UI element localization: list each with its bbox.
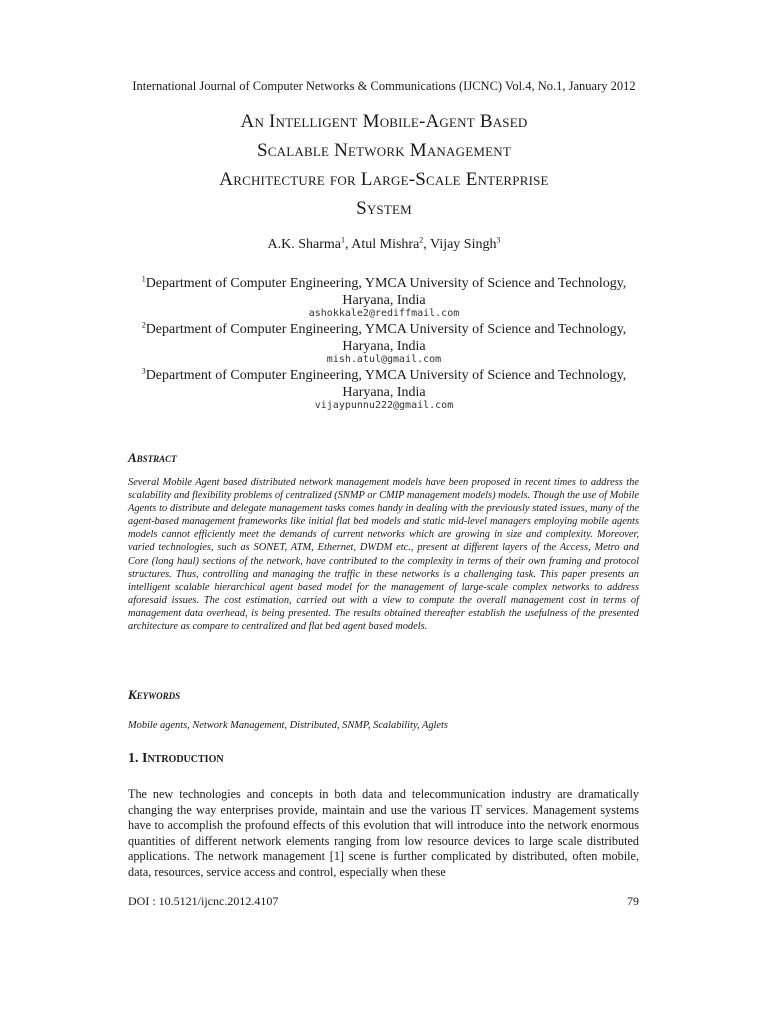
author-email[interactable]: vijaypunnu222@gmail.com xyxy=(314,400,454,411)
author-email[interactable]: mish.atul@gmail.com xyxy=(326,354,442,365)
author-name: A.K. Sharma xyxy=(267,237,341,252)
keywords-body: Mobile agents, Network Management, Distributed, SNMP, Scalability, Aglets xyxy=(128,720,448,731)
author-affil-marker: 1 xyxy=(341,235,345,245)
title-line: Architecture for Large-Scale Enterprise xyxy=(219,169,549,190)
introduction-body: The new technologies and concepts in both data and telecommunication industry are dramatically changing the way enterprises provide, maintain and use the various IT services. Management systems have to accomplish the profound effects of this evolution that will introduce into the network enormous quantities of different network elements ranging from low resource devices to large scale distributed applications. The network management [1] scene is further complicated by distributed, often mobile, data, resources, service access and control, especially when these xyxy=(128,787,639,879)
journal-header: International Journal of Computer Networks & Communications (IJCNC) Vol.4, No.1, January 2012 xyxy=(132,79,636,93)
affil-location: Haryana, India xyxy=(342,293,426,308)
keywords-heading: Keywords xyxy=(128,687,181,702)
affiliation xyxy=(90,367,678,401)
author-name: Vijay Singh xyxy=(430,237,497,252)
abstract-heading: Abstract xyxy=(128,450,177,465)
author-email[interactable]: ashokkale2@rediffmail.com xyxy=(308,308,460,319)
affil-location: Haryana, India xyxy=(342,339,426,354)
author-affil-marker: 2 xyxy=(419,235,424,245)
author-affil-marker: 3 xyxy=(496,235,501,245)
affil-dept: Department of Computer Engineering, YMCA University of Science and Technology, xyxy=(145,322,627,337)
affiliation xyxy=(90,321,678,355)
author-separator: , xyxy=(423,237,431,252)
introduction-heading: 1. Introduction xyxy=(128,751,224,766)
author-name: Atul Mishra xyxy=(351,237,420,252)
affil-marker: 1 xyxy=(141,274,146,284)
title-line: Scalable Network Management xyxy=(257,140,511,161)
affiliation xyxy=(90,275,678,309)
author-separator: , xyxy=(345,237,352,252)
affil-marker: 2 xyxy=(141,320,146,330)
footer-doi: DOI : 10.5121/ijcnc.2012.4107 xyxy=(128,894,279,908)
paper-title xyxy=(100,107,668,223)
abstract-body: Several Mobile Agent based distributed network management models have been proposed in recent times to address the scalability and flexibility problems of centralized (SNMP or CMIP management models) models. Though the use of Mobile Agents to distribute and delegate management tasks comes handy in dealing with the previously stated issues, many of the agent-based management frameworks like initial flat bed models and static mid-level managers employing mobile agents models cannot efficiently meet the demands of current networks which are growing in size and complexity. Moreover, varied technologies, such as SONET, ATM, Ethernet, DWDM etc., present at different layers of the Access, Metro and Core (long haul) sections of the network, have contributed to the complexity in terms of their own framing and protocol structures. Thus, controlling and managing the traffic in these networks is a challenging task. This paper presents an intelligent scalable hierarchical agent based model for the management of large-scale complex networks to address aforesaid issues. The cost estimation, carried out with a view to compute the overall management cost in terms of management data overhead, is being presented. The results obtained thereafter establish the usefulness of the presented architecture as compare to centralized and flat bed agent based models. xyxy=(128,477,639,633)
title-line: An Intelligent Mobile-Agent Based xyxy=(240,111,528,132)
affil-dept: Department of Computer Engineering, YMCA University of Science and Technology, xyxy=(145,368,627,383)
author-list xyxy=(0,237,768,253)
affil-marker: 3 xyxy=(141,366,146,376)
affil-dept: Department of Computer Engineering, YMCA University of Science and Technology, xyxy=(145,276,627,291)
page-number: 79 xyxy=(627,894,639,908)
affil-location: Haryana, India xyxy=(342,385,426,400)
title-line: System xyxy=(356,198,412,219)
